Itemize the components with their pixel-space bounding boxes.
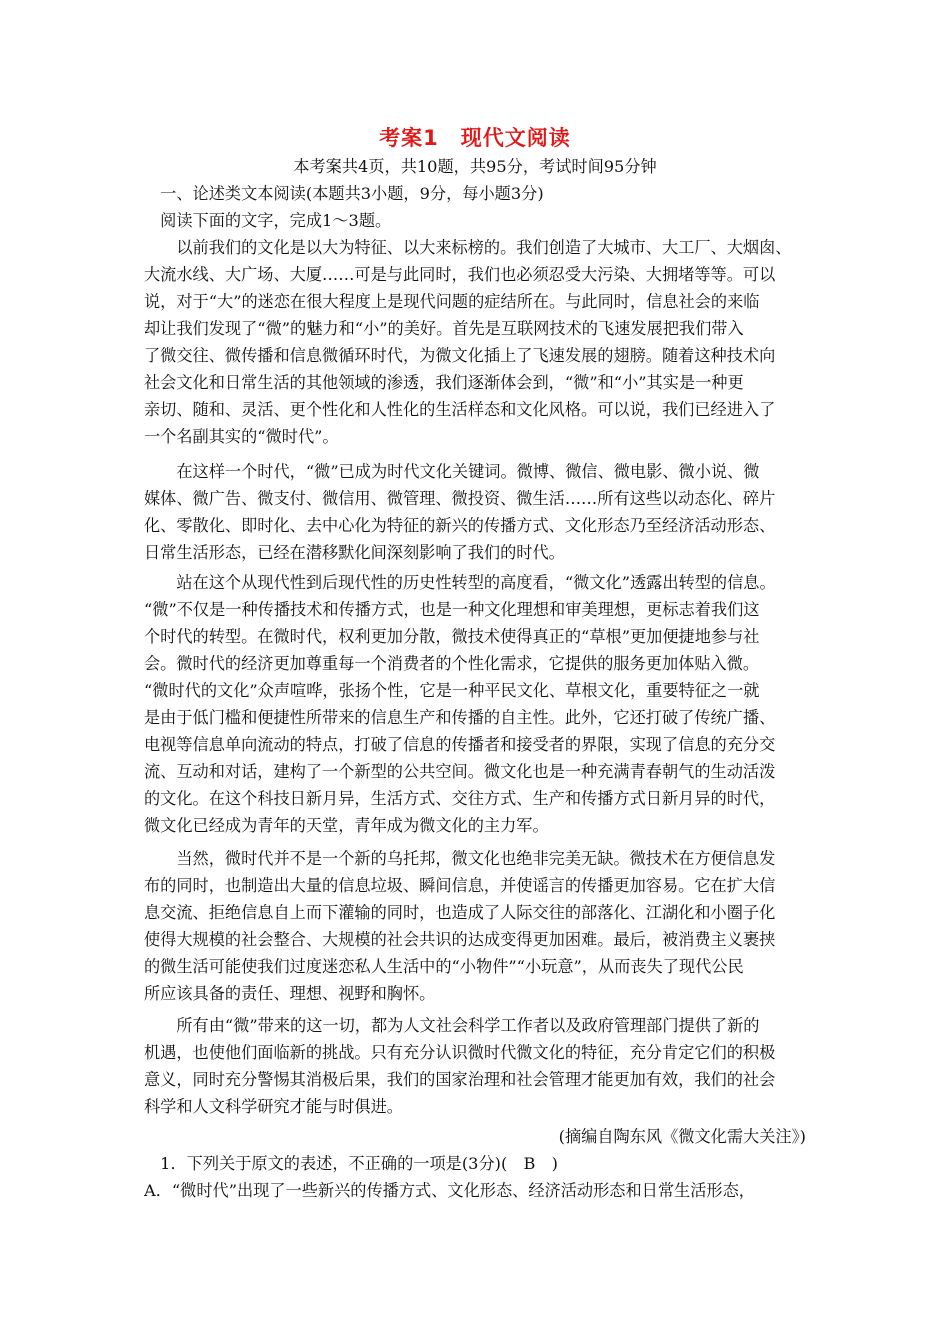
text-line: 以前我们的文化是以大为特征、以大来标榜的。我们创造了大城市、大工厂、大烟囱、 xyxy=(144,238,792,257)
text-line: 布的同时，也制造出大量的信息垃圾、瞬间信息，并使谣言的传播更加容易。它在扩大信 xyxy=(144,876,776,895)
text-line: 会。微时代的经济更加尊重每一个消费者的个性化需求，它提供的服务更加体贴入微。 xyxy=(144,654,760,673)
text-line: 电视等信息单向流动的特点，打破了信息的传播者和接受者的界限，实现了信息的充分交 xyxy=(144,735,776,754)
text-line: 说，对于“大”的迷恋在很大程度上是现代问题的症结所在。与此同时，信息社会的来临 xyxy=(144,292,760,311)
text-line: 了微交往、微传播和信息微循环时代，为微文化插上了飞速发展的翅膀。随着这种技术向 xyxy=(144,346,776,365)
text-line: 一个名副其实的“微时代”。 xyxy=(144,427,339,446)
text-line: 流、互动和对话，建构了一个新型的公共空间。微文化也是一种充满青春朝气的生动活泼 xyxy=(144,762,776,781)
text-line: 所应该具备的责任、理想、视野和胸怀。 xyxy=(144,984,436,1003)
text-line: 大流水线、大广场、大厦……可是与此同时，我们也必须忍受大污染、大拥堵等等。可以 xyxy=(144,265,776,284)
section-heading: 一、论述类文本阅读(本题共3小题，9分，每小题3分) xyxy=(144,184,544,203)
text-line: 媒体、微广告、微支付、微信用、微管理、微投资、微生活……所有这些以动态化、碎片 xyxy=(144,489,776,508)
text-line: 科学和人文科学研究才能与时俱进。 xyxy=(144,1097,403,1116)
source-citation: (摘编自陶东风《微文化需大关注》) xyxy=(558,1127,806,1146)
text-line: 的微生活可能使我们过度迷恋私人生活中的“小物件”“小玩意”，从而丧失了现代公民 xyxy=(144,957,744,976)
text-line: 社会文化和日常生活的其他领域的渗透，我们逐渐体会到，“微”和“小”其实是一种更 xyxy=(144,373,744,392)
text-line: “微”不仅是一种传播技术和传播方式，也是一种文化理想和审美理想，更标志着我们这 xyxy=(144,600,760,619)
text-line: “微时代的文化”众声喧哗，张扬个性，它是一种平民文化、草根文化，重要特征之一就 xyxy=(144,681,760,700)
page-title: 考案1 现代文阅读 xyxy=(379,126,571,150)
text-line: 在这样一个时代，“微”已成为时代文化关键词。微博、微信、微电影、微小说、微 xyxy=(144,462,760,481)
text-line: 使得大规模的社会整合、大规模的社会共识的达成变得更加困难。最后，被消费主义裹挟 xyxy=(144,930,776,949)
text-line: 微文化已经成为青年的天堂，青年成为微文化的主力军。 xyxy=(144,816,549,835)
text-line: 的文化。在这个科技日新月异，生活方式、交往方式、生产和传播方式日新月异的时代， xyxy=(144,789,776,808)
text-line: 机遇，也使他们面临新的挑战。只有充分认识微时代微文化的特征，充分肯定它们的积极 xyxy=(144,1043,776,1062)
text-line: 所有由“微”带来的这一切，都为人文社会科学工作者以及政府管理部门提供了新的 xyxy=(144,1016,760,1035)
text-line: 日常生活形态，已经在潜移默化间深刻影响了我们的时代。 xyxy=(144,543,565,562)
text-line: 个时代的转型。在微时代，权利更加分散，微技术使得真正的“草根”更加便捷地参与社 xyxy=(144,627,760,646)
instruction: 阅读下面的文字，完成1～3题。 xyxy=(144,211,392,230)
option-a: A．“微时代”出现了一些新兴的传播方式、文化形态、经济活动形态和日常生活形态， xyxy=(144,1181,755,1200)
text-line: 当然，微时代并不是一个新的乌托邦，微文化也绝非完美无缺。微技术在方便信息发 xyxy=(144,849,776,868)
text-line: 亲切、随和、灵活、更个性化和人性化的生活样态和文化风格。可以说，我们已经进入了 xyxy=(144,400,776,419)
text-line: 息交流、拒绝信息自上而下灌输的同时，也造成了人际交往的部落化、江湖化和小圈子化 xyxy=(144,903,776,922)
question-1: 1．下列关于原文的表述，不正确的一项是(3分)( B ) xyxy=(144,1154,558,1173)
text-line: 是由于低门槛和便捷性所带来的信息生产和传播的自主性。此外，它还打破了传统广播、 xyxy=(144,708,776,727)
text-line: 站在这个从现代性到后现代性的历史性转型的高度看，“微文化”透露出转型的信息。 xyxy=(144,573,776,592)
text-line: 化、零散化、即时化、去中心化为特征的新兴的传播方式、文化形态乃至经济活动形态、 xyxy=(144,516,776,535)
text-line: 意义，同时充分警惕其消极后果，我们的国家治理和社会管理才能更加有效，我们的社会 xyxy=(144,1070,776,1089)
text-line: 却让我们发现了“微”的魅力和“小”的美好。首先是互联网技术的飞速发展把我们带入 xyxy=(144,319,744,338)
exam-info: 本考案共4页，共10题，共95分，考试时间95分钟 xyxy=(293,157,657,176)
